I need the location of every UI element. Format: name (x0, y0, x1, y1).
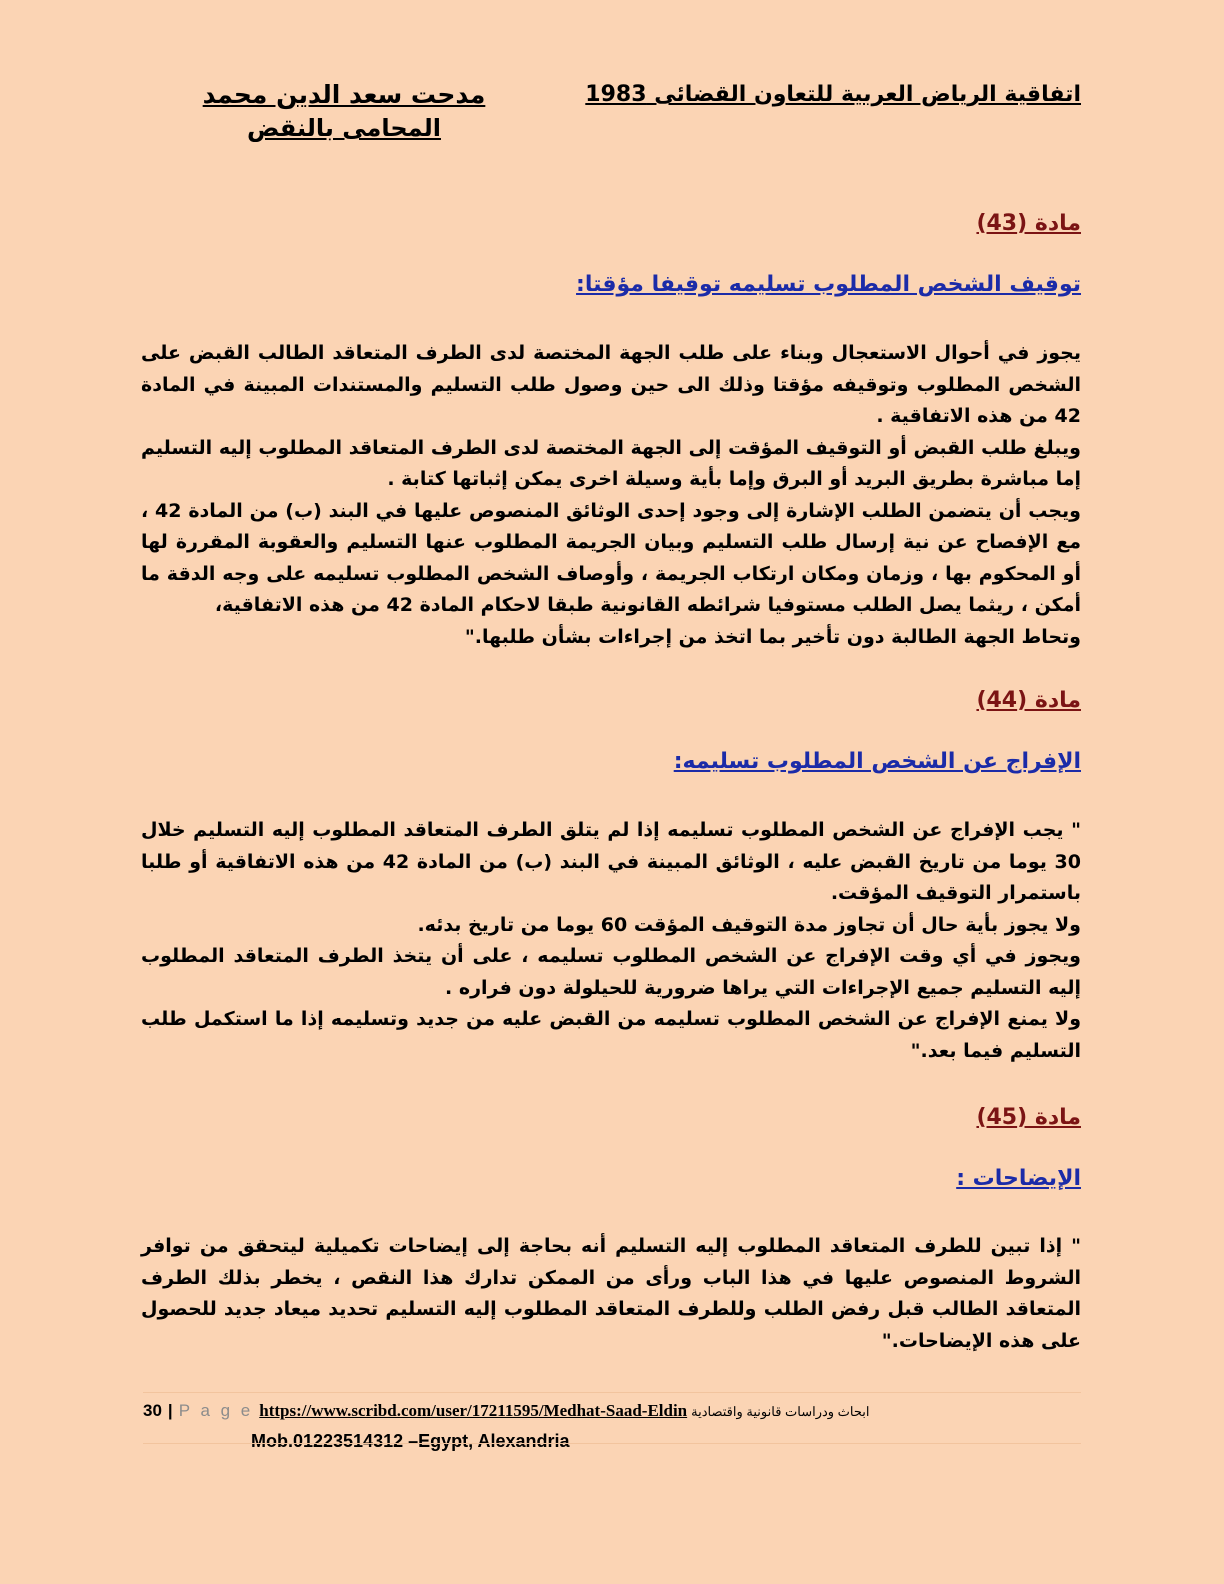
article-43-title: مادة (43) (976, 211, 1081, 236)
article-44-heading: الإفراج عن الشخص المطلوب تسليمه: (673, 749, 1081, 774)
page-number: 30 (143, 1401, 162, 1420)
page-footer (143, 1401, 1081, 1421)
contact-mobile: Mob.01223514312 –Egypt, Alexandria (251, 1431, 570, 1451)
footer-separator: | (167, 1401, 173, 1420)
paragraph: وتحاط الجهة الطالبة دون تأخير بما اتخذ من إجراءات بشأن طلبها." (464, 625, 1081, 648)
author-role: المحامى بالنقض (247, 114, 441, 142)
author-name: مدحت سعد الدين محمد (202, 80, 486, 109)
paragraph: ولا يمنع الإفراج عن الشخص المطلوب تسليمه من القبض عليه من جديد وتسليمه إذا ما استكمل طلب التسليم فيما بعد." (141, 1008, 1081, 1062)
paragraph: ولا يجوز بأية حال أن تجاوز مدة التوقيف المؤقت 60 يوما من تاريخ بدئه. (417, 913, 1081, 936)
footer-rule (143, 1392, 1081, 1393)
author-url-link[interactable]: https://www.scribd.com/user/17211595/Medhat-Saad-Eldin (259, 1401, 688, 1420)
author-block (194, 78, 494, 144)
article-44-title: مادة (44) (976, 688, 1081, 713)
footer-rule-bottom (143, 1443, 1081, 1444)
paragraph: ويبلغ طلب القبض أو التوقيف المؤقت إلى الجهة المختصة لدى الطرف المتعاقد المطلوب إليه التسليم إما مباشرة بطريق البريد أو البرق وإما بأية وسيلة اخرى يمكن إثباتها كتابة . (141, 436, 1081, 490)
article-45-title: مادة (45) (976, 1105, 1081, 1130)
paragraph: ويجب أن يتضمن الطلب الإشارة إلى وجود إحدى الوثائق المنصوص عليها في البند (ب) من المادة 42 ، مع الإفصاح عن نية إرسال طلب التسليم وبيان الجريمة المطلوب عنها التسليم والعقوبة المقررة لها أو المحكوم بها ، وزمان ومكان ارتكاب الجريمة ، وأوصاف الشخص المطلوب تسليمه على وجه الدقة ما أمكن ، ريثما يصل الطلب مستوفيا شرائطه القانونية طبقا لاحكام المادة 42 من هذه الاتفاقية، (141, 499, 1081, 616)
page-label: P a g e (178, 1401, 254, 1420)
paragraph: ويجوز في أي وقت الإفراج عن الشخص المطلوب تسليمه ، على أن يتخذ الطرف المتعاقد المطلوب إليه التسليم جميع الإجراءات التي يراها ضرورية للحيلولة دون فراره . (141, 945, 1081, 999)
article-45-body (141, 1231, 1081, 1357)
research-label: ابحاث ودراسات قانونية واقتصادية (691, 1404, 870, 1419)
paragraph: " يجب الإفراج عن الشخص المطلوب تسليمه إذا لم يتلق الطرف المتعاقد المطلوب إليه التسليم خلال 30 يوما من تاريخ القبض عليه ، الوثائق المبينة في البند (ب) من المادة 42 من هذه الاتفاقية أو طلبا باستمرار التوقيف المؤقت. (141, 819, 1081, 904)
paragraph: يجوز في أحوال الاستعجال وبناء على طلب الجهة المختصة لدى الطرف المتعاقد الطالب القبض على الشخص المطلوب وتوقيفه مؤقتا وذلك الى حين وصول طلب التسليم والمستندات المبينة في المادة 42 من هذه الاتفاقية . (141, 342, 1081, 427)
paragraph: " إذا تبين للطرف المتعاقد المطلوب إليه التسليم أنه بحاجة إلى إيضاحات تكميلية ليتحقق من توافر الشروط المنصوص عليها في هذا الباب ورأى من الممكن تدارك هذا النقص ، يخطر بذلك الطرف المتعاقد الطالب قبل رفض الطلب وللطرف المتعاقد المطلوب إليه التسليم تحديد ميعاد جديد للحصول على هذه الإيضاحات." (141, 1235, 1081, 1352)
article-45-heading: الإيضاحات : (956, 1166, 1081, 1191)
article-43-body (141, 338, 1081, 653)
article-43-heading: توقيف الشخص المطلوب تسليمه توقيفا مؤقتا: (576, 272, 1081, 297)
document-title: اتفاقية الرياض العربية للتعاون القضائى 1983 (585, 82, 1081, 107)
article-44-body (141, 815, 1081, 1067)
